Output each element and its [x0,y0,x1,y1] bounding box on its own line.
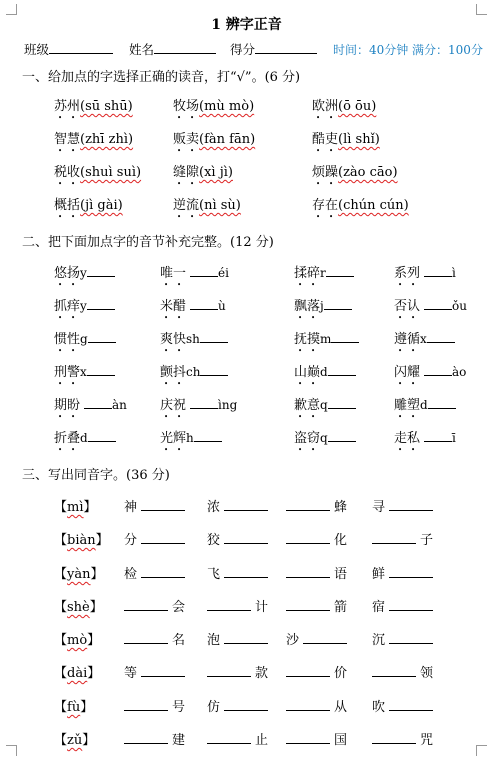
section1-title: 一、给加点的字选择正确的读音，打“√”。(6 分) [22,70,301,85]
reading-options[interactable]: (shuì suì) [80,165,142,180]
syllable-word: 庆祝 [160,398,187,413]
homophone-char: 吹 [372,700,386,715]
homophone-char: 会 [172,600,186,615]
syllable-word: 颤抖 [160,365,187,380]
name-label: 姓名 [128,42,154,57]
homophone-char: 号 [172,700,186,715]
pinyin-label [54,696,93,715]
syllable-initial: h [186,431,194,445]
syllable-blank[interactable] [200,330,228,343]
pinyin-text: mò [67,633,88,648]
syllable-word: 抚摸 [294,332,321,347]
syllable-item [160,394,237,421]
syllable-word: 米醋 [160,299,187,314]
homophone-item [286,729,347,748]
syllable-word: 刑警 [54,365,81,380]
reading-options[interactable]: (sū shū) [80,99,133,114]
syllable-final: ì [452,266,456,280]
homophone-item [207,496,268,515]
reading-word: 牧场 [173,99,200,114]
homophone-blank[interactable] [124,698,168,711]
homophone-char: 仿 [207,700,221,715]
syllable-word: 唯一 [160,266,187,281]
syllable-initial: x [80,365,87,379]
homophone-blank[interactable] [389,631,433,644]
homophone-blank[interactable] [286,498,330,511]
reading-word: 逆流 [173,198,200,213]
homophone-item [124,496,185,515]
reading-word: 贩卖 [173,132,200,147]
syllable-word: 山巅 [294,365,321,380]
class-field[interactable] [49,41,113,54]
reading-options[interactable]: (zhī zhì) [80,132,134,147]
syllable-blank[interactable] [328,363,356,376]
score-field[interactable] [255,41,317,54]
homophone-char: 计 [255,600,269,615]
score-label: 得分 [229,42,255,57]
homophone-blank[interactable] [141,565,185,578]
homophone-char: 飞 [207,567,221,582]
syllable-word: 歉意 [294,398,321,413]
homophone-item [372,696,433,715]
homophone-blank[interactable] [224,565,268,578]
name-field[interactable] [154,41,216,54]
pinyin-text: zǔ [67,733,83,748]
bracket-left: 【 [54,533,68,548]
bracket-left: 【 [54,666,68,681]
homophone-item [124,729,185,748]
syllable-item [160,427,222,454]
syllable-blank[interactable] [424,429,452,442]
syllable-word: 走私 [394,431,421,446]
syllable-word: 闪耀 [394,365,421,380]
homophone-blank[interactable] [207,731,251,744]
reading-item [312,194,409,221]
syllable-final: éi [218,266,229,280]
reading-item [173,194,241,221]
homophone-item [372,629,433,648]
syllable-blank[interactable] [190,297,218,310]
info-line [24,40,483,58]
homophone-char: 蜂 [334,500,348,515]
homophone-char: 子 [420,533,434,548]
pinyin-label [54,729,95,748]
reading-options[interactable]: (lì shǐ) [338,132,380,147]
syllable-blank[interactable] [427,330,455,343]
reading-options[interactable]: (ō ōu) [338,99,377,114]
syllable-final: àn [112,398,127,412]
reading-options[interactable]: (xì jì) [199,165,233,180]
syllable-item [54,394,127,421]
syllable-final: ù [218,299,226,313]
homophone-blank[interactable] [124,598,168,611]
section3-title: 三、写出同音字。(36 分) [22,468,170,483]
syllable-initial: ch [186,365,201,379]
homophone-char: 检 [124,567,138,582]
homophone-blank[interactable] [286,565,330,578]
syllable-initial: g [80,332,88,346]
homophone-item [207,729,268,748]
syllable-initial: d [320,365,328,379]
syllable-blank[interactable] [194,429,222,442]
homophone-item [372,729,433,748]
page-title: 1 辨字正音 [211,17,282,33]
syllable-blank[interactable] [84,396,112,409]
syllable-item [294,427,356,454]
homophone-item [207,696,268,715]
pinyin-text: mì [67,500,84,515]
pinyin-label [54,496,97,515]
syllable-blank[interactable] [324,297,352,310]
bracket-right: 】 [87,633,101,648]
syllable-final: ī [452,431,456,445]
syllable-initial: d [80,431,88,445]
homophone-blank[interactable] [372,664,416,677]
homophone-blank[interactable] [372,531,416,544]
bracket-right: 】 [83,500,97,515]
syllable-item [54,361,115,388]
bracket-left: 【 [54,633,68,648]
bracket-right: 】 [80,700,94,715]
syllable-blank[interactable] [190,396,218,409]
reading-options[interactable]: (chún cún) [338,198,409,213]
reading-item [54,161,141,188]
homophone-item [207,629,268,648]
homophone-item [372,563,433,582]
homophone-char: 寻 [372,500,386,515]
syllable-word: 折叠 [54,431,81,446]
homophone-char: 等 [124,666,138,681]
syllable-word: 期盼 [54,398,81,413]
syllable-blank[interactable] [328,396,356,409]
corner-mark-bottom-right [476,745,487,756]
syllable-word: 雕塑 [394,398,421,413]
homophone-char: 宿 [372,600,386,615]
syllable-item [394,262,456,289]
reading-word: 缝隙 [173,165,200,180]
syllable-word: 否认 [394,299,421,314]
homophone-char: 沙 [286,633,300,648]
homophone-char: 沉 [372,633,386,648]
syllable-item [160,295,226,322]
homophone-char: 分 [124,533,138,548]
bracket-right: 】 [95,533,109,548]
homophone-blank[interactable] [224,631,268,644]
bracket-left: 【 [54,500,68,515]
syllable-blank[interactable] [190,264,218,277]
reading-item [312,128,380,155]
syllable-item [394,427,456,454]
homophone-char: 鲜 [372,567,386,582]
homophone-blank[interactable] [372,731,416,744]
syllable-blank[interactable] [424,264,452,277]
syllable-initial: j [320,299,324,313]
homophone-blank[interactable] [389,498,433,511]
reading-word: 烦躁 [312,165,339,180]
syllable-blank[interactable] [424,297,452,310]
homophone-char: 从 [334,700,348,715]
homophone-item [286,596,347,615]
homophone-char: 名 [172,633,186,648]
homophone-item [372,596,433,615]
syllable-item [394,295,467,322]
homophone-char: 款 [255,666,269,681]
homophone-item [372,496,433,515]
bracket-right: 】 [87,666,101,681]
homophone-blank[interactable] [286,698,330,711]
syllable-item [160,262,229,289]
syllable-blank[interactable] [326,264,354,277]
homophone-blank[interactable] [207,664,251,677]
homophone-blank[interactable] [224,531,268,544]
syllable-word: 爽快 [160,332,187,347]
bracket-left: 【 [54,733,68,748]
homophone-item [124,596,185,615]
pinyin-text: fù [67,700,81,715]
homophone-char: 箭 [334,600,348,615]
homophone-item [124,662,185,681]
syllable-item [294,295,352,322]
syllable-initial: r [320,266,326,280]
homophone-char: 国 [334,733,348,748]
syllable-final: ìng [218,398,238,412]
syllable-word: 悠扬 [54,266,81,281]
homophone-item [286,563,347,582]
homophone-blank[interactable] [286,731,330,744]
syllable-initial: y [80,266,87,280]
homophone-blank[interactable] [286,664,330,677]
homophone-item [124,563,185,582]
homophone-blank[interactable] [224,698,268,711]
syllable-item [160,328,228,355]
pinyin-label [54,563,104,582]
reading-item [173,128,255,155]
syllable-initial: sh [186,332,200,346]
homophone-blank[interactable] [141,664,185,677]
homophone-char: 建 [172,733,186,748]
reading-item [54,128,133,155]
syllable-item [54,427,116,454]
homophone-blank[interactable] [141,498,185,511]
bracket-left: 【 [54,700,68,715]
syllable-initial: y [80,299,87,313]
homophone-blank[interactable] [389,565,433,578]
syllable-item [394,361,466,388]
syllable-blank[interactable] [88,429,116,442]
homophone-char: 领 [420,666,434,681]
pinyin-text: biàn [67,533,96,548]
syllable-word: 惯性 [54,332,81,347]
reading-word: 欧洲 [312,99,339,114]
syllable-blank[interactable] [424,363,452,376]
corner-mark-bottom-left [6,745,17,756]
reading-item [312,161,398,188]
syllable-blank[interactable] [87,363,115,376]
syllable-initial: q [320,398,328,412]
reading-item [312,95,376,122]
syllable-word: 遵循 [394,332,421,347]
homophone-item [207,563,268,582]
homophone-item [286,529,347,548]
homophone-item [372,662,433,681]
homophone-char: 价 [334,666,348,681]
reading-options[interactable]: (nì sù) [199,198,241,213]
homophone-char: 化 [334,533,348,548]
syllable-blank[interactable] [88,330,116,343]
homophone-blank[interactable] [286,531,330,544]
syllable-final: ào [452,365,467,379]
syllable-word: 抓痒 [54,299,81,314]
homophone-item [124,529,185,548]
syllable-blank[interactable] [87,264,115,277]
syllable-initial: x [420,332,427,346]
syllable-initial: m [320,332,332,346]
reading-item [54,95,133,122]
syllable-blank[interactable] [428,396,456,409]
homophone-item [207,596,268,615]
class-label: 班级 [24,42,50,57]
homophone-blank[interactable] [141,531,185,544]
syllable-word: 飘落 [294,299,321,314]
syllable-item [294,361,356,388]
homophone-item [207,529,268,548]
homophone-item [124,629,185,648]
pinyin-text: shè [67,600,90,615]
reading-options[interactable]: (zào cāo) [338,165,398,180]
syllable-blank[interactable] [328,429,356,442]
pinyin-label [54,596,103,615]
homophone-item [372,529,433,548]
homophone-item [124,696,185,715]
homophone-char: 浓 [207,500,221,515]
syllable-initial: d [420,398,428,412]
homophone-char: 止 [255,733,269,748]
homophone-char: 咒 [420,733,434,748]
homophone-blank[interactable] [124,631,168,644]
pinyin-label [54,662,100,681]
reading-word: 智慧 [54,132,81,147]
homophone-blank[interactable] [224,498,268,511]
pinyin-label [54,529,109,548]
reading-item [173,161,233,188]
bracket-right: 】 [82,733,96,748]
syllable-final: ǒu [452,299,467,313]
reading-item [54,194,123,221]
syllable-item [294,394,356,421]
bracket-left: 【 [54,600,68,615]
syllable-item [160,361,228,388]
reading-options[interactable]: (fàn fān) [199,132,256,147]
syllable-item [54,295,115,322]
bracket-right: 】 [90,567,104,582]
reading-word: 税收 [54,165,81,180]
homophone-item [207,662,268,681]
time-info: 时间：40分钟 满分：100分 [332,43,483,57]
syllable-item [294,262,354,289]
syllable-word: 揉碎 [294,266,321,281]
reading-word: 存在 [312,198,339,213]
homophone-item [286,496,347,515]
reading-item [173,95,254,122]
syllable-word: 盗窃 [294,431,321,446]
homophone-item [286,662,347,681]
homophone-item [286,696,347,715]
syllable-initial: q [320,431,328,445]
homophone-char: 语 [334,567,348,582]
syllable-blank[interactable] [200,363,228,376]
syllable-item [394,328,455,355]
homophone-blank[interactable] [207,598,251,611]
reading-word: 苏州 [54,99,81,114]
homophone-char: 神 [124,500,138,515]
pinyin-text: dài [67,666,88,681]
syllable-blank[interactable] [87,297,115,310]
reading-options[interactable]: (jì gài) [80,198,123,213]
syllable-word: 光辉 [160,431,187,446]
bracket-right: 】 [89,600,103,615]
syllable-blank[interactable] [331,330,359,343]
pinyin-label [54,629,100,648]
syllable-item [394,394,456,421]
homophone-blank[interactable] [303,631,347,644]
reading-word: 概括 [54,198,81,213]
homophone-blank[interactable] [389,698,433,711]
section2-title: 二、把下面加点字的音节补充完整。(12 分) [22,235,274,250]
reading-options[interactable]: (mù mò) [199,99,255,114]
homophone-item [286,629,347,648]
syllable-item [54,262,115,289]
homophone-char: 泡 [207,633,221,648]
homophone-char: 狡 [207,533,221,548]
reading-word: 酷吏 [312,132,339,147]
syllable-word: 系列 [394,266,421,281]
homophone-blank[interactable] [389,598,433,611]
bracket-left: 【 [54,567,68,582]
syllable-item [54,328,116,355]
homophone-blank[interactable] [124,731,168,744]
syllable-item [294,328,359,355]
homophone-blank[interactable] [286,598,330,611]
pinyin-text: yàn [67,567,91,582]
